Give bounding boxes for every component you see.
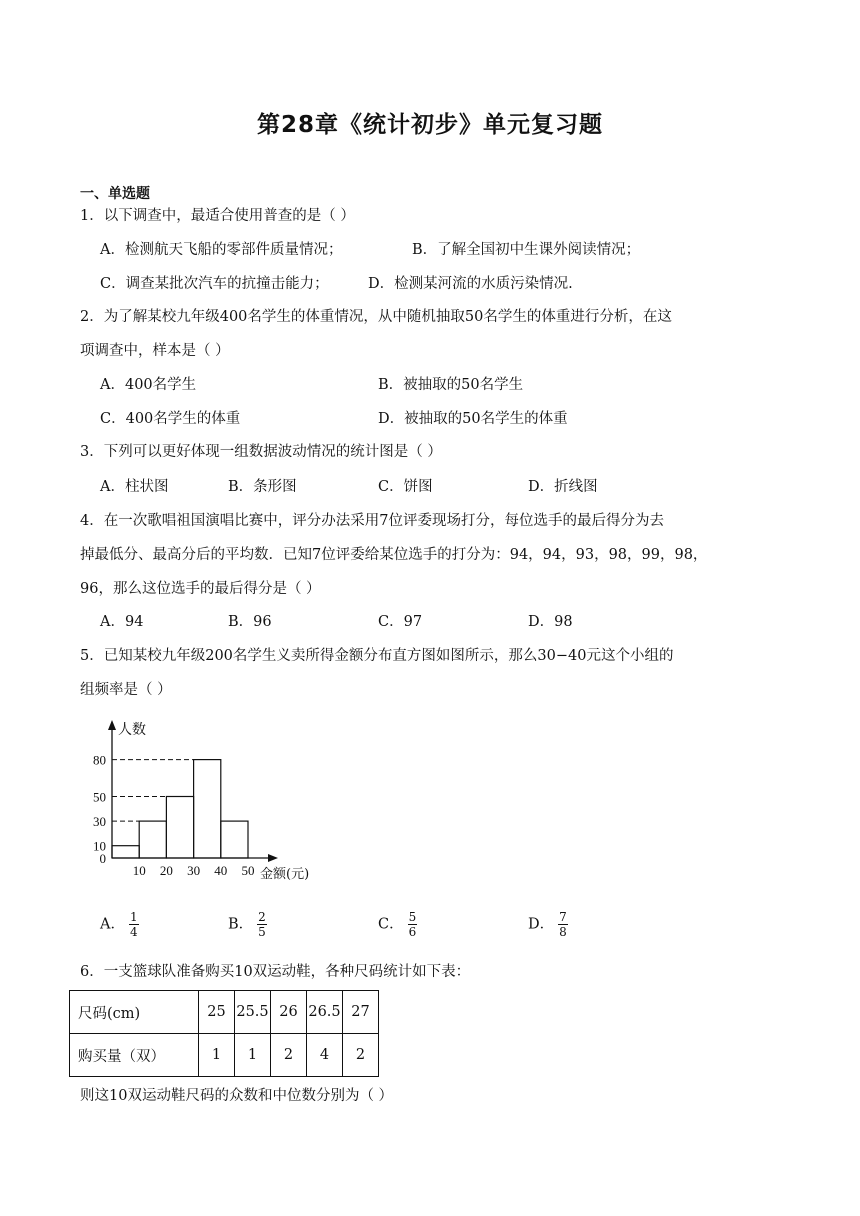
fraction-denominator: 4: [129, 925, 138, 939]
shoe-size-table: [69, 990, 379, 1077]
table-header-size: 尺码(cm): [70, 991, 199, 1034]
q3-stem: 3．下列可以更好体现一组数据波动情况的统计图是（ ）: [80, 444, 442, 460]
fraction-numerator: 2: [258, 910, 266, 924]
q2-option-a: A．400名学生: [100, 377, 197, 393]
q4-option-c: C．97: [378, 614, 423, 630]
y-tick-label: 30: [93, 814, 106, 830]
x-axis-arrow: [268, 854, 278, 862]
q5-option-a-fraction: [129, 910, 139, 939]
x-tick-label: 50: [241, 863, 255, 878]
q5-option-c: [378, 910, 417, 939]
q5-stem-line1: 5．已知某校九年级200名学生义卖所得金额分布直方图如图所示，那么30−40元这个小组的: [80, 648, 674, 664]
q5-option-a-label: A．: [100, 916, 125, 933]
q2-stem-line2: 项调查中，样本是（ ）: [80, 343, 230, 359]
table-cell: 2: [343, 1034, 379, 1077]
q6-after-text: 则这10双运动鞋尺码的众数和中位数分别为（ ）: [80, 1088, 394, 1104]
fraction-denominator: 6: [408, 925, 417, 939]
q5-stem-line2: 组频率是（ ）: [80, 682, 172, 698]
table-cell: 25.5: [235, 991, 271, 1034]
y-tick-label: 0: [99, 851, 106, 866]
histogram-bar: [221, 821, 248, 858]
q3-option-b: B．条形图: [228, 479, 297, 495]
x-tick-label: 30: [187, 863, 201, 878]
y-tick-label: 10: [93, 838, 106, 854]
fraction-denominator: 8: [559, 925, 567, 939]
histogram-bar: [139, 821, 166, 858]
x-axis-label: 金额(元): [260, 867, 310, 882]
q6-stem: 6．一支篮球队准备购买10双运动鞋，各种尺码统计如下表：: [80, 964, 471, 980]
q5-option-b-fraction: [257, 910, 267, 939]
x-tick-label: 40: [214, 863, 228, 878]
q5-option-a: [100, 910, 139, 939]
q4-option-a: A．94: [100, 614, 144, 630]
q1-option-d: D．检测某河流的水质污染情况.: [368, 276, 573, 292]
fraction-denominator: 5: [258, 925, 266, 939]
q4-stem-line2: 掉最低分、最高分后的平均数．已知7位评委给某位选手的打分为：94，94，93，98，99，98，: [80, 547, 708, 563]
q4-stem-line3: 96，那么这位选手的最后得分是（ ）: [80, 581, 321, 597]
x-tick-label: 20: [159, 863, 173, 878]
table-cell: 27: [343, 991, 379, 1034]
table-cell: 26: [271, 991, 307, 1034]
q1-option-a: A．检测航天飞船的零部件质量情况；: [100, 242, 343, 258]
x-tick-label: 10: [132, 863, 146, 878]
q4-option-d: D．98: [528, 614, 573, 630]
section-heading: 一、单选题: [80, 186, 150, 202]
q5-option-d-label: D．: [528, 916, 555, 933]
table-cell: 1: [235, 1034, 271, 1077]
q5-option-b: [228, 910, 267, 939]
q1-stem: 1．以下调查中，最适合使用普查的是（ ）: [80, 208, 355, 224]
q2-option-d: D．被抽取的50名学生的体重: [378, 411, 568, 427]
q2-option-b: B．被抽取的50名学生: [378, 377, 524, 393]
q5-option-c-fraction: [408, 910, 418, 939]
y-axis-label: 人数: [118, 722, 146, 738]
fraction-numerator: 7: [559, 910, 567, 924]
table-cell: 1: [199, 1034, 235, 1077]
fraction-numerator: 1: [129, 910, 138, 924]
q3-option-a: A．柱状图: [100, 479, 169, 495]
q2-option-c: C．400名学生的体重: [100, 411, 241, 427]
page-title: 第28章《统计初步》单元复习题: [256, 112, 603, 138]
histogram-bar: [194, 760, 221, 858]
q5-option-d: [528, 910, 568, 939]
table-cell: 2: [271, 1034, 307, 1077]
y-tick-label: 80: [93, 752, 106, 768]
y-tick-label: 50: [93, 789, 106, 805]
table-row-counts: [70, 1034, 379, 1077]
histogram-bar: [166, 797, 193, 859]
table-cell: 25: [199, 991, 235, 1034]
q4-option-b: B．96: [228, 614, 272, 630]
table-header-count: 购买量（双）: [70, 1034, 199, 1077]
y-axis-arrow: [108, 720, 116, 730]
histogram-bar: [112, 846, 139, 858]
q4-stem-line1: 4．在一次歌唱祖国演唱比赛中，评分办法采用7位评委现场打分，每位选手的最后得分为去: [80, 513, 664, 529]
q5-option-b-label: B．: [228, 916, 254, 933]
q3-option-c: C．饼图: [378, 479, 433, 495]
fraction-numerator: 5: [408, 910, 417, 924]
table-row-sizes: [70, 991, 379, 1034]
histogram-layer: [93, 720, 309, 882]
q5-option-d-fraction: [558, 910, 568, 939]
q5-option-c-label: C．: [378, 916, 404, 933]
q3-option-d: D．折线图: [528, 479, 598, 495]
table-cell: 4: [307, 1034, 343, 1077]
q1-option-c: C．调查某批次汽车的抗撞击能力；: [100, 276, 329, 292]
q1-option-b: B．了解全国初中生课外阅读情况；: [412, 242, 641, 258]
q2-stem-line1: 2．为了解某校九年级400名学生的体重情况，从中随机抽取50名学生的体重进行分析，在这: [80, 309, 672, 325]
table-cell: 26.5: [307, 991, 343, 1034]
histogram-chart: [80, 718, 340, 888]
